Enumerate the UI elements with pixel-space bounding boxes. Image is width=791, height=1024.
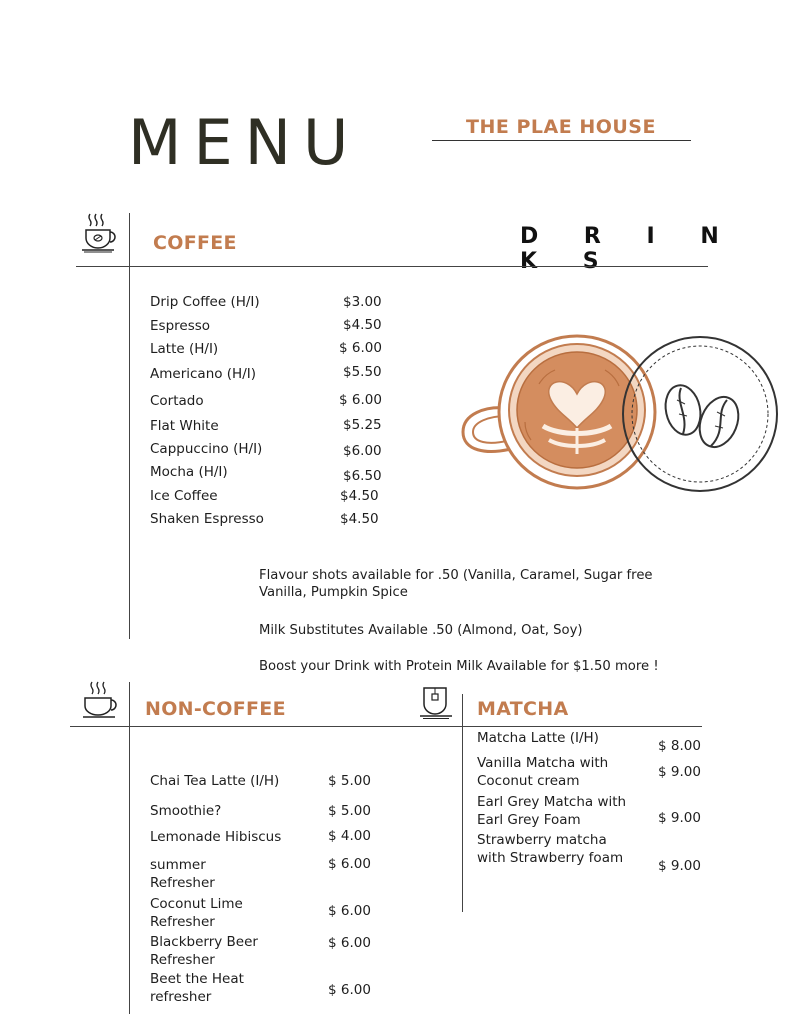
page-title: MENU xyxy=(128,106,361,179)
menu-item-name: Lemonade Hibiscus xyxy=(150,829,282,845)
protein-milk-note: Boost your Drink with Protein Milk Available for $1.50 more ! xyxy=(259,659,659,674)
menu-item-name: Beet the Heat refresher xyxy=(150,971,244,1006)
coffee-vertical-divider xyxy=(129,213,130,639)
menu-item-name: Strawberry matcha with Strawberry foam xyxy=(477,832,624,867)
menu-item-name: Shaken Espresso xyxy=(150,511,264,527)
menu-item-name: Ice Coffee xyxy=(150,488,218,504)
menu-item-price: $4.50 xyxy=(340,488,379,504)
flavour-shots-note: Flavour shots available for .50 (Vanilla, Caramel, Sugar free Vanilla, Pumpkin Spice xyxy=(259,568,653,601)
menu-item-price: $ 4.00 xyxy=(328,828,371,844)
menu-item-name: Latte (H/I) xyxy=(150,341,219,357)
menu-item-price: $ 6.00 xyxy=(328,935,371,951)
menu-item-name: Espresso xyxy=(150,318,211,334)
noncoffee-section-title: NON-COFFEE xyxy=(145,698,286,720)
coffee-horizontal-divider xyxy=(76,266,708,267)
menu-item-price: $6.00 xyxy=(343,443,382,459)
coffee-cup-icon xyxy=(80,210,120,256)
menu-item-name: Cortado xyxy=(150,393,204,409)
menu-item-name: Coconut Lime Refresher xyxy=(150,896,243,931)
matcha-section-title: MATCHA xyxy=(477,698,569,720)
menu-item-name: Flat White xyxy=(150,418,219,434)
menu-item-name: Mocha (H/I) xyxy=(150,464,228,480)
menu-item-price: $5.50 xyxy=(343,364,382,380)
menu-item-price: $ 9.00 xyxy=(658,858,701,874)
brand-name: THE PLAE HOUSE xyxy=(466,116,656,138)
menu-item-price: $ 6.00 xyxy=(328,903,371,919)
milk-substitutes-note: Milk Substitutes Available .50 (Almond, Oat, Soy) xyxy=(259,623,583,638)
menu-item-name: Smoothie? xyxy=(150,803,222,819)
menu-item-price: $ 8.00 xyxy=(658,738,701,754)
menu-item-price: $6.50 xyxy=(343,468,382,484)
menu-item-price: $3.00 xyxy=(343,294,382,310)
drinks-label: D R I N K S xyxy=(520,224,738,274)
menu-item-price: $4.50 xyxy=(343,317,382,333)
menu-item-price: $ 6.00 xyxy=(339,392,382,408)
brand-underline xyxy=(432,140,691,141)
menu-item-price: $4.50 xyxy=(340,511,379,527)
menu-item-name: Americano (H/I) xyxy=(150,366,257,382)
menu-item-price: $ 6.00 xyxy=(339,340,382,356)
latte-and-coffee-beans-illustration xyxy=(455,330,781,496)
tea-cup-icon xyxy=(419,684,453,720)
menu-item-name: Earl Grey Matcha with Earl Grey Foam xyxy=(477,794,627,829)
menu-item-name: Blackberry Beer Refresher xyxy=(150,934,258,969)
menu-item-name: Drip Coffee (H/I) xyxy=(150,294,260,310)
menu-item-price: $ 9.00 xyxy=(658,810,701,826)
menu-item-name: summer Refresher xyxy=(150,857,215,892)
menu-item-name: Cappuccino (H/I) xyxy=(150,441,263,457)
menu-item-price: $ 6.00 xyxy=(328,856,371,872)
hot-cup-icon xyxy=(80,680,120,720)
menu-item-price: $ 6.00 xyxy=(328,982,371,998)
menu-item-price: $5.25 xyxy=(343,417,382,433)
noncoffee-vertical-divider xyxy=(129,682,130,1014)
matcha-vertical-divider xyxy=(462,694,463,912)
menu-item-price: $ 5.00 xyxy=(328,773,371,789)
menu-item-name: Matcha Latte (I/H) xyxy=(477,730,599,746)
menu-item-name: Chai Tea Latte (I/H) xyxy=(150,773,280,789)
menu-item-price: $ 9.00 xyxy=(658,764,701,780)
menu-item-name: Vanilla Matcha with Coconut cream xyxy=(477,755,609,790)
coffee-section-title: COFFEE xyxy=(153,232,237,254)
noncoffee-horizontal-divider xyxy=(70,726,702,727)
menu-item-price: $ 5.00 xyxy=(328,803,371,819)
